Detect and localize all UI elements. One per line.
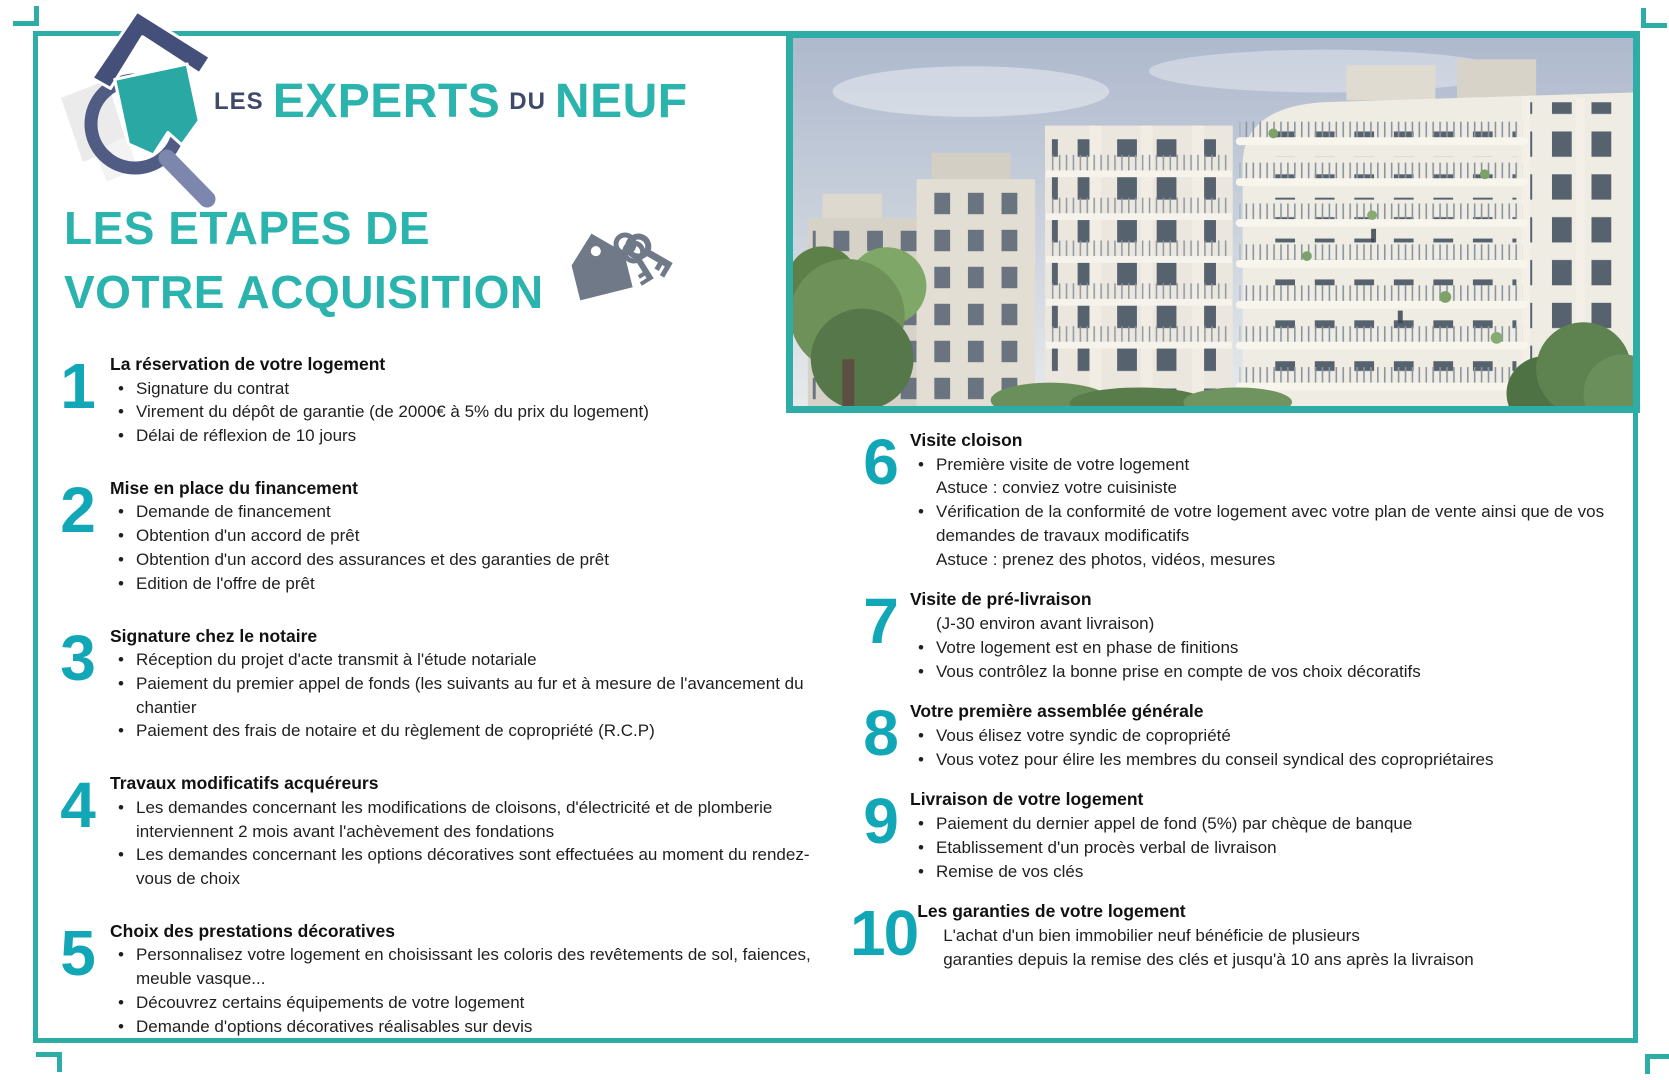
- step-bullet-item: • Découvrez certains équipements de votre logement: [110, 991, 836, 1015]
- brand-experts: EXPERTS: [272, 75, 501, 128]
- brand-du: DU: [509, 88, 546, 115]
- corner-bracket-icon: [1645, 1054, 1669, 1074]
- step-number-5: 5: [60, 916, 94, 989]
- step-number-7: 7: [863, 585, 897, 658]
- step-8: [850, 697, 1632, 771]
- step-bullet-item: • Réception du projet d'acte transmit à l'étude notariale: [110, 648, 836, 672]
- step-number-2: 2: [60, 473, 94, 546]
- step-9: [850, 785, 1632, 883]
- step-number-9: 9: [863, 785, 897, 858]
- step-bullet-item: • Paiement du dernier appel de fond (5%) par chèque de banque: [910, 812, 1632, 836]
- step-1: [44, 350, 836, 448]
- steps-column-left: [44, 350, 836, 1065]
- step-heading: Votre première assemblée générale: [910, 701, 1204, 722]
- step-heading: Les garanties de votre logement: [917, 901, 1186, 922]
- step-number-4: 4: [60, 769, 94, 842]
- step-body: [910, 585, 1632, 683]
- house-magnifier-logo-icon: [55, 2, 230, 210]
- brand-wordmark: [214, 74, 688, 129]
- step-bullet-item: • Edition de l'offre de prêt: [110, 572, 836, 596]
- step-note-item: garanties depuis la remise des clés et jusqu'à 10 ans après la livraison: [943, 949, 1474, 969]
- page-title-line2: VOTRE ACQUISITION: [64, 266, 544, 318]
- step-bullet-item: • Délai de réflexion de 10 jours: [110, 424, 836, 448]
- step-bullet-item: • Demande d'options décoratives réalisables sur devis: [110, 1015, 836, 1039]
- step-6: [850, 426, 1632, 571]
- step-body: [910, 785, 1632, 883]
- house-keys-icon: [558, 218, 678, 310]
- step-bullet-item: • Vous élisez votre syndic de copropriété: [910, 724, 1632, 748]
- step-number-6: 6: [863, 426, 897, 498]
- step-heading: Travaux modificatifs acquéreurs: [110, 773, 379, 794]
- step-body: [110, 350, 836, 448]
- step-heading: Visite de pré-livraison: [910, 589, 1092, 610]
- step-2: [44, 474, 836, 596]
- step-body: [110, 474, 836, 596]
- step-bullet-item: • Les demandes concernant les options décoratives sont effectuées au moment du rendez-vous de choix: [110, 843, 836, 891]
- step-bullet-item: • Paiement des frais de notaire et du règlement de copropriété (R.C.P): [110, 719, 836, 743]
- page-title-line1: LES ETAPES DE: [64, 202, 431, 254]
- step-5: [44, 917, 836, 1039]
- step-heading: La réservation de votre logement: [110, 354, 386, 374]
- step-number-1: 1: [60, 350, 94, 422]
- brand-neuf: NEUF: [554, 75, 688, 128]
- step-body: [917, 897, 1632, 971]
- step-body: [910, 697, 1632, 771]
- step-body: [110, 769, 836, 891]
- step-body: [110, 622, 836, 744]
- step-7: [850, 585, 1632, 683]
- building-photo: [786, 31, 1640, 413]
- step-bullet-item: • Demande de financement: [110, 500, 836, 524]
- step-body: [910, 426, 1632, 571]
- steps-column-right: [850, 426, 1632, 985]
- corner-bracket-icon: [13, 6, 39, 26]
- step-bullet-item: • Virement du dépôt de garantie (de 2000€ à 5% du prix du logement): [110, 400, 836, 424]
- step-bullet-item: • Paiement du premier appel de fonds (les suivants au fur et à mesure de l'avancement du chantier: [110, 672, 836, 720]
- building-rendering-illustration: [793, 38, 1633, 406]
- step-heading: Signature chez le notaire: [110, 625, 318, 646]
- step-heading: Mise en place du financement: [110, 477, 358, 498]
- step-bullet-item: • Les demandes concernant les modifications de cloisons, d'électricité et de plomberie interviennent 2 mois avant l'achèvement des fondations: [110, 796, 836, 844]
- step-number-10: 10: [850, 897, 918, 970]
- step-note-item: Astuce : conviez votre cuisiniste: [936, 478, 1177, 498]
- step-heading: Choix des prestations décoratives: [110, 920, 395, 941]
- step-bullet-item: • Personnalisez votre logement en choisissant les coloris des revêtements de sol, faiences, meuble vasque...: [110, 943, 836, 991]
- corner-bracket-icon: [1641, 8, 1667, 28]
- brand-les: LES: [214, 88, 264, 115]
- step-bullet-item: • Remise de vos clés: [910, 860, 1632, 884]
- step-note-item: (J-30 environ avant livraison): [936, 613, 1155, 633]
- step-bullet-item: • Votre logement est en phase de finitions: [910, 636, 1632, 660]
- step-bullet-item: • Vous votez pour élire les membres du conseil syndical des copropriétaires: [910, 748, 1632, 772]
- step-bullet-item: • Première visite de votre logement: [910, 453, 1632, 477]
- step-bullet-item: • Obtention d'un accord de prêt: [110, 524, 836, 548]
- step-bullet-item: • Signature du contrat: [110, 377, 836, 401]
- step-body: [110, 917, 836, 1039]
- step-3: [44, 622, 836, 744]
- step-bullet-item: • Vous contrôlez la bonne prise en compte de vos choix décoratifs: [910, 660, 1632, 684]
- step-note-item: Astuce : prenez des photos, vidéos, mesures: [936, 549, 1276, 569]
- step-10: [850, 897, 1632, 971]
- step-4: [44, 769, 836, 891]
- step-heading: Livraison de votre logement: [910, 789, 1144, 810]
- step-note-item: L'achat d'un bien immobilier neuf bénéficie de plusieurs: [943, 925, 1360, 945]
- step-bullet-item: • Vérification de la conformité de votre logement avec votre plan de vente ainsi que de vos demandes de travaux modificatifs: [910, 500, 1632, 548]
- step-number-3: 3: [60, 621, 94, 694]
- step-number-8: 8: [863, 697, 897, 770]
- step-heading: Visite cloison: [910, 430, 1023, 450]
- step-bullet-item: • Etablissement d'un procès verbal de livraison: [910, 836, 1632, 860]
- step-bullet-item: • Obtention d'un accord des assurances et des garanties de prêt: [110, 548, 836, 572]
- page-title: [64, 196, 544, 324]
